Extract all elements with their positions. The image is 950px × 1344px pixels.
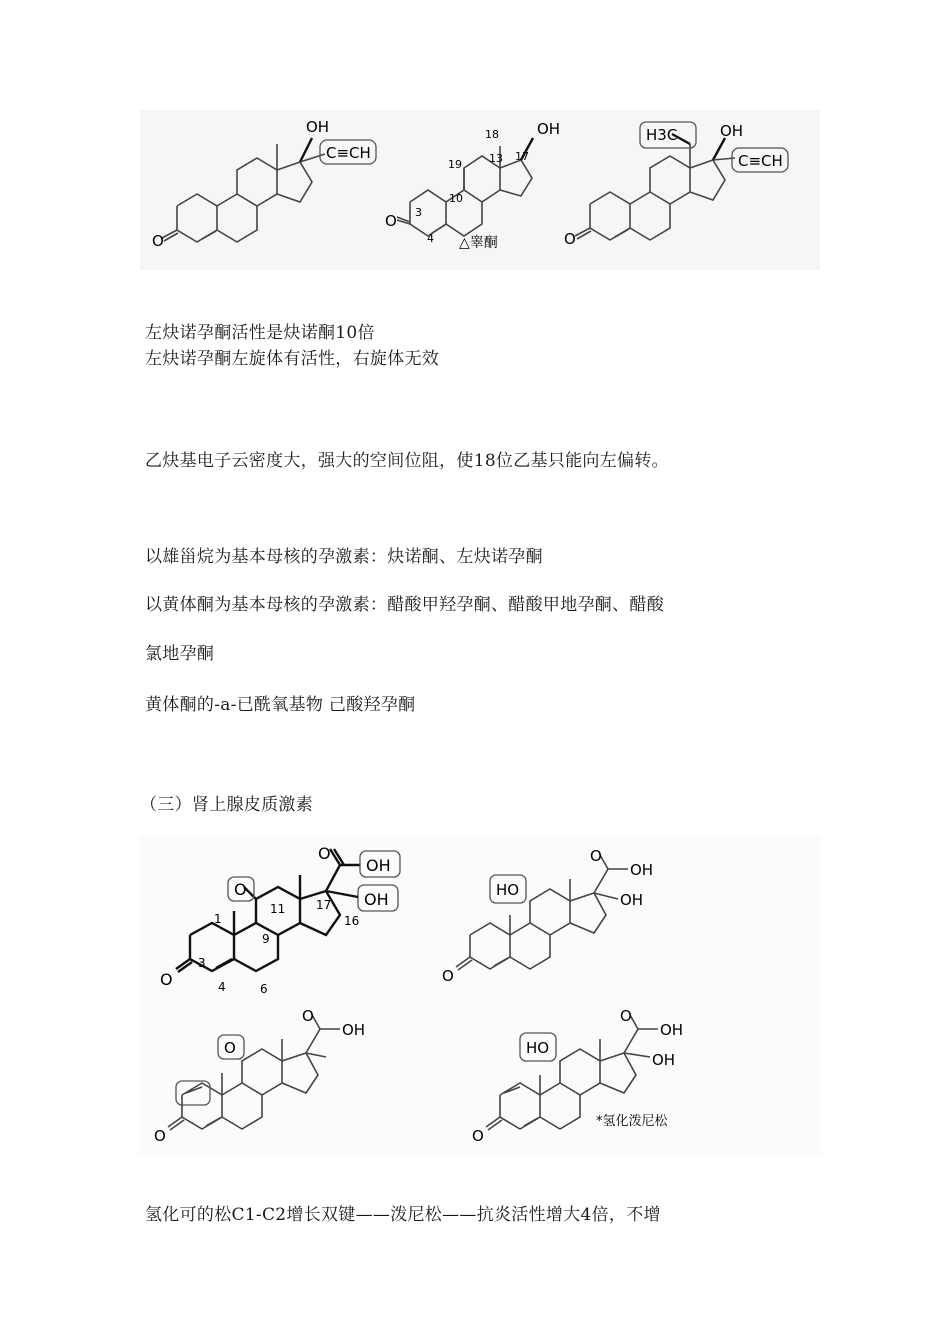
atom-number-10: 10 <box>449 192 463 205</box>
side-chain-o-label: O <box>590 847 602 865</box>
oh17-label: OH <box>620 891 644 909</box>
atom-number-4: 4 <box>427 232 434 245</box>
atom-number-17: 17 <box>515 150 529 163</box>
carbonyl-o-label: O <box>564 230 576 248</box>
section-heading: （三）肾上腺皮质激素 <box>140 795 313 815</box>
text-line-2: 左炔诺孕酮左旋体有活性，右旋体无效 <box>145 349 440 369</box>
text-line-5: 以黄体酮为基本母核的孕激素：醋酸甲羟孕酮、醋酸甲地孕酮、醋酸 <box>145 595 664 615</box>
structure-caption: △睾酮 <box>459 235 498 251</box>
carbonyl-o-label: O <box>385 212 397 230</box>
atom-number-6: 6 <box>260 982 268 996</box>
figure-corticosteroids <box>140 835 820 1155</box>
side-chain-oh-label: OH <box>630 861 654 879</box>
carbonyl-o3-label: O <box>442 967 454 985</box>
progestin-structures-svg <box>140 110 820 275</box>
atom-number-17: 17 <box>316 898 332 912</box>
atom-number-18: 18 <box>485 128 499 141</box>
carbonyl-o3-label: O <box>154 1127 166 1145</box>
hydroxyl-label: OH <box>720 122 744 140</box>
hydroxyl-label: OH <box>537 120 561 138</box>
side-chain-o-label: O <box>318 844 331 863</box>
atom-number-16: 16 <box>344 914 360 928</box>
atom-number-1: 1 <box>214 912 222 926</box>
atom-number-11: 11 <box>270 902 286 916</box>
side-chain-oh-label: OH <box>366 856 391 875</box>
atom-number-4: 4 <box>218 980 226 994</box>
text-line-4: 以雄甾烷为基本母核的孕激素：炔诺酮、左炔诺孕酮 <box>145 547 543 567</box>
ethynyl-label: C≡CH <box>326 144 371 162</box>
corticosteroid-structures-svg <box>140 835 820 1155</box>
oh17-label: OH <box>364 890 389 909</box>
side-chain-o-label: O <box>620 1007 632 1025</box>
text-line-1: 左炔诺孕酮活性是炔诺酮10倍 <box>145 323 375 343</box>
carbonyl-o11-label: O <box>234 880 247 899</box>
side-chain-oh-label: OH <box>660 1021 684 1039</box>
hydroxyl-label: OH <box>306 118 330 136</box>
carbonyl-o11-label: O <box>224 1039 236 1057</box>
atom-number-3: 3 <box>198 956 206 970</box>
ho11-label: HO <box>496 881 520 899</box>
atom-number-9: 9 <box>262 932 270 946</box>
side-chain-o-label: O <box>302 1007 314 1025</box>
structure-caption: *氢化泼尼松 <box>596 1114 668 1129</box>
figure-progestins <box>140 110 820 275</box>
ethynyl-label: C≡CH <box>738 152 783 170</box>
atom-number-19: 19 <box>448 158 462 171</box>
text-line-7: 黄体酮的-a-已酰氧基物 己酸羟孕酮 <box>145 695 416 715</box>
carbonyl-o3-label: O <box>472 1127 484 1145</box>
text-line-3: 乙炔基电子云密度大，强大的空间位阻，使18位乙基只能向左偏转。 <box>145 451 669 471</box>
oh17-label: OH <box>652 1051 676 1069</box>
atom-number-13: 13 <box>489 152 503 165</box>
side-chain-oh-label: OH <box>342 1021 366 1039</box>
methyl-label: H3C <box>646 126 678 144</box>
atom-number-3: 3 <box>415 206 422 219</box>
carbonyl-o-label: O <box>152 232 164 250</box>
ho11-label: HO <box>526 1039 550 1057</box>
text-line-8: 氢化可的松C1-C2增长双键——泼尼松——抗炎活性增大4倍，不增 <box>145 1205 661 1225</box>
text-line-6: 氯地孕酮 <box>145 644 215 664</box>
carbonyl-o3-label: O <box>160 970 173 989</box>
